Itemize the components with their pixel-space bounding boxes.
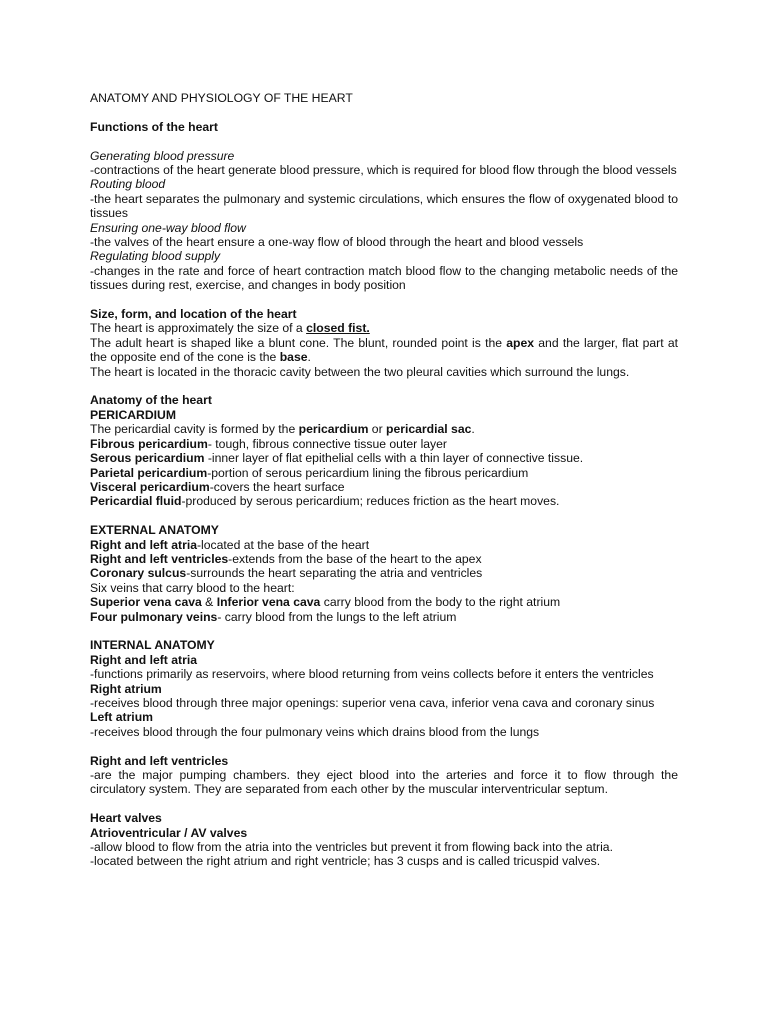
size-shape-paragraph: The adult heart is shaped like a blunt cone. The blunt, rounded point is the apex and the larger, flat part at the opposite end of the cone is the base.: [90, 335, 679, 365]
size-location-line: The heart is located in the thoracic cavity between the two pleural cavities which surround the lungs.: [90, 364, 630, 379]
term-line: Coronary sulcus-surrounds the heart separating the atria and ventricles: [90, 566, 483, 581]
function-text: -changes in the rate and force of heart contraction match blood flow to the changing metabolic needs of the tissues during rest, exercise, and changes in body position: [90, 263, 678, 293]
pericardium-heading: PERICARDIUM: [90, 407, 176, 422]
document-body: [90, 91, 678, 869]
term-line: Pericardial fluid-produced by serous pericardium; reduces friction as the heart moves.: [90, 494, 560, 509]
function-text: -contractions of the heart generate blood pressure, which is required for blood flow through the blood vessels: [90, 163, 677, 177]
function-text: -the heart separates the pulmonary and systemic circulations, which ensures the flow of oxygenated blood to tissues: [90, 191, 678, 221]
valve-line: -allow blood to flow from the atria into the ventricles but prevent it from flowing back into the atria.: [90, 840, 613, 854]
valves-heading: Heart valves: [90, 811, 162, 826]
function-title: Ensuring one-way blood flow: [90, 220, 246, 235]
size-fist-line: The heart is approximately the size of a closed fist.: [90, 321, 370, 336]
term-line: Visceral pericardium-covers the heart surface: [90, 479, 345, 494]
valve-line: -located between the right atrium and right ventricle; has 3 cusps and is called tricuspid valves.: [90, 854, 601, 869]
functions-heading: Functions of the heart: [90, 119, 218, 134]
internal-desc: -receives blood through three major openings: superior vena cava, inferior vena cava and coronary sinus: [90, 695, 655, 710]
internal-term: Right and left atria: [90, 652, 197, 667]
term-line: Parietal pericardium-portion of serous pericardium lining the fibrous pericardium: [90, 465, 529, 480]
internal-desc: -functions primarily as reservoirs, where blood returning from veins collects before it enters the ventricles: [90, 667, 654, 682]
internal-anatomy-heading: INTERNAL ANATOMY: [90, 638, 215, 653]
term-line: Fibrous pericardium- tough, fibrous connective tissue outer layer: [90, 436, 447, 451]
external-anatomy-heading: EXTERNAL ANATOMY: [90, 523, 219, 538]
ventricles-desc: -are the major pumping chambers. they eject blood into the arteries and force it to flow through the circulatory system. They are separated from each other by the muscular interventricular septum.: [90, 767, 678, 797]
veins-intro: Six veins that carry blood to the heart:: [90, 580, 295, 595]
closed-fist-term: closed fist.: [306, 321, 370, 336]
term-line: Right and left atria-located at the base of the heart: [90, 537, 370, 552]
anatomy-heading: Anatomy of the heart: [90, 393, 212, 408]
size-heading: Size, form, and location of the heart: [90, 307, 297, 322]
apex-term: apex: [506, 335, 535, 350]
pericardial-cavity-line: The pericardial cavity is formed by the pericardium or pericardial sac.: [90, 422, 475, 437]
vena-cava-line: Superior vena cava & Inferior vena cava carry blood from the body to the right atrium: [90, 595, 561, 610]
term-line: Right and left ventricles-extends from the base of the heart to the apex: [90, 551, 482, 566]
internal-term: Right atrium: [90, 681, 162, 696]
function-title: Regulating blood supply: [90, 249, 221, 264]
function-text: -the valves of the heart ensure a one-way flow of blood through the heart and blood vessels: [90, 235, 584, 250]
function-title: Generating blood pressure: [90, 148, 235, 163]
internal-desc: -receives blood through the four pulmonary veins which drains blood from the lungs: [90, 724, 540, 739]
av-valves-heading: Atrioventricular / AV valves: [90, 825, 248, 840]
ventricles-term: Right and left ventricles: [90, 753, 229, 768]
function-title: Routing blood: [90, 177, 166, 192]
pulmonary-veins-line: Four pulmonary veins- carry blood from the lungs to the left atrium: [90, 609, 457, 624]
base-term: base: [279, 350, 308, 365]
document-title: ANATOMY AND PHYSIOLOGY OF THE HEART: [90, 91, 353, 105]
term-line: Serous pericardium -inner layer of flat epithelial cells with a thin layer of connective tissue.: [90, 451, 584, 466]
internal-term: Left atrium: [90, 710, 153, 725]
